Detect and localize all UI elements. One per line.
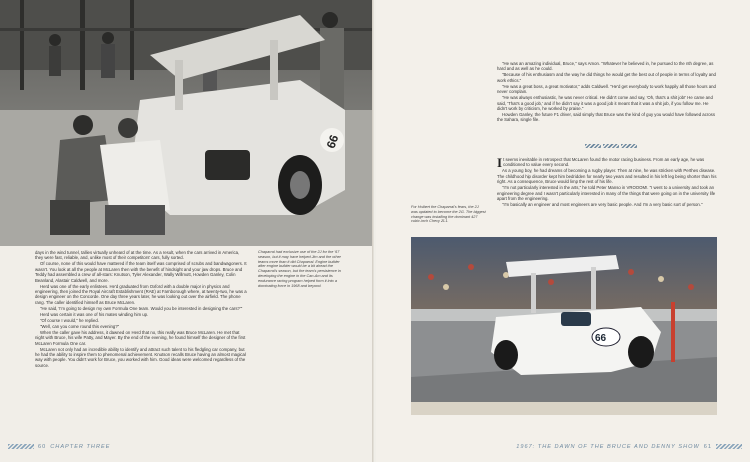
paragraph: days in the wind tunnel, tallies virtually unheard of at the time. As a result, when the cars arrived in America, they were fast, reliable, and, unlike most of their competitors' cars, fully sorted.	[35, 250, 240, 261]
right-photo-caption: For Holbert the Chaparral's fears, the 2J was updated to become the 2G. The biggest change was installing the dominant 427 cubic-inch Chevy ZL1.	[411, 205, 486, 224]
section-divider	[585, 144, 637, 148]
page-number: 61	[703, 444, 712, 450]
paragraph: "Because of his enthusiasm and the way he did things he would get the best out of people in terms of loyalty and work ethics."	[497, 72, 716, 83]
paragraph: "He said, 'I'm going to design my own Formula One team. Would you be interested in designing the cars?'"	[40, 305, 243, 311]
paragraph: Herd was one of the early enlistees. He'd graduated from Oxford with a double major in physics and engineering, then joined the Royal Aircraft Establishment (RAE) at Farnborough where, at twenty-two, he was a design engineer on the Concorde. One day three years later, he was looking out over the airfield. The phone rang. The caller identified himself as Bruce McLaren.	[35, 283, 247, 305]
paragraph: Of course, none of this would have mattered if the team itself was comprised of scrubs and bandwagoners. It wasn't. You look at all the people at McLaren then with the benefit of hindsight and your jaw drops. Bruce and Teddy had assembled a crew of all-stars: Knutson, Tyler Alexander, Wally Willmott, Howden Ganley, Colin Beanland, Alastair Caldwell, and more.	[35, 261, 247, 283]
stripe-ornament	[716, 444, 742, 449]
paragraph: As a young boy, he had dreams of becoming a rugby player. Then at nine, he was stricken with Perthes disease. The childhood hip disorder kept him bedridden for nearly two years and resulted in his left leg being shorter than his right. As a consequence, Bruce would limp the rest of his life.	[497, 168, 717, 185]
bw-photo-mechanics-with-race-car	[0, 0, 374, 246]
chapter-label: 1967: THE DAWN OF THE BRUCE AND DENNY SHOW	[516, 444, 700, 450]
left-photo-car-number: 66	[323, 132, 342, 151]
paragraph: "I'm basically an engineer and most engineers are very basic people. And I'm a very basic sort of person."	[502, 202, 703, 208]
chapter-label: CHAPTER THREE	[50, 444, 111, 450]
right-body-column-bottom	[497, 157, 719, 208]
stripe-ornament	[8, 444, 34, 449]
paragraph: McLaren not only had an incredible ability to identify and attract such talent to his fledgling car company, but he had the ability to inspire them to phenomenal achievement. Knutson recalls Bruce having an almost magical way with people. You didn't work for Bruce, you worked with him. Good ideas were welcomed regardless of the source.	[35, 346, 246, 368]
left-body-column	[35, 250, 247, 369]
left-page	[0, 0, 374, 462]
right-photo-car-number: 66	[595, 333, 607, 344]
right-folio	[516, 444, 742, 450]
page-number: 60	[38, 444, 47, 450]
left-folio	[8, 444, 110, 450]
color-photo-race-car-on-track	[411, 237, 717, 415]
paragraph: It seems inevitable in retrospect that McLaren found the motor racing business. From an early age, he was conditioned to value every second.	[497, 155, 705, 170]
paragraph: Herd was certain it was one of his mates winding him up.	[40, 311, 149, 317]
paragraph: "Well, can you come round this evening?"	[40, 323, 120, 329]
left-photo-caption: Chaparral had exclusive use of the 2J for the '67 season, but it may have helped Jim and the other teams more than it did Chaparral. Engine builder after engine builder would be a bit ahead the Chaparral's season, but the team's persistence in developing the engine in the Can-Am and its endurance racing program helped form it into a dominating force in 1968 and beyond.	[258, 250, 341, 288]
paragraph: "He was a great boss, a great motivator," adds Caldwell. "He'd get everybody to work happily all those hours and never complain.	[497, 83, 716, 95]
paragraph: "He was always enthusiastic, he was never critical. He didn't come and say, 'Oh, that's a shit job!' He came and said, 'That's a good job,' and if he didn't say it was a good job it meant that it was a shit job, if you follow me. He didn't work by criticism, he worked by praise."	[497, 95, 713, 112]
paragraph: Howden Ganley, the future F1 driver, said simply that Bruce was the kind of guy you would have followed across the Sahara, single file.	[497, 112, 715, 123]
drop-cap: I	[497, 155, 503, 170]
paragraph: When the caller gave his address, it dawned on Herd that no, this really was Bruce McLaren. He met that night with Bruce, his wife Patty, and Mayer. By the end of the evening, he found himself the designer of the first McLaren Formula One car.	[35, 329, 246, 346]
paragraph: "I'm not particularly interested in the arts," he told Peter Manso in VROOOM!. "I went to a university and took an engineering degree and I wasn't particularly interested in many of the things that were going on in the university life apart from the engineering.	[497, 185, 716, 202]
right-body-column-top	[497, 61, 719, 123]
paragraph: "Of course I would," he replied.	[40, 317, 99, 323]
paragraph: "He was an amazing individual, Bruce," says Amon. "Whatever he believed in, he pursued to the nth degree, as hard and as well as he could.	[497, 61, 714, 72]
